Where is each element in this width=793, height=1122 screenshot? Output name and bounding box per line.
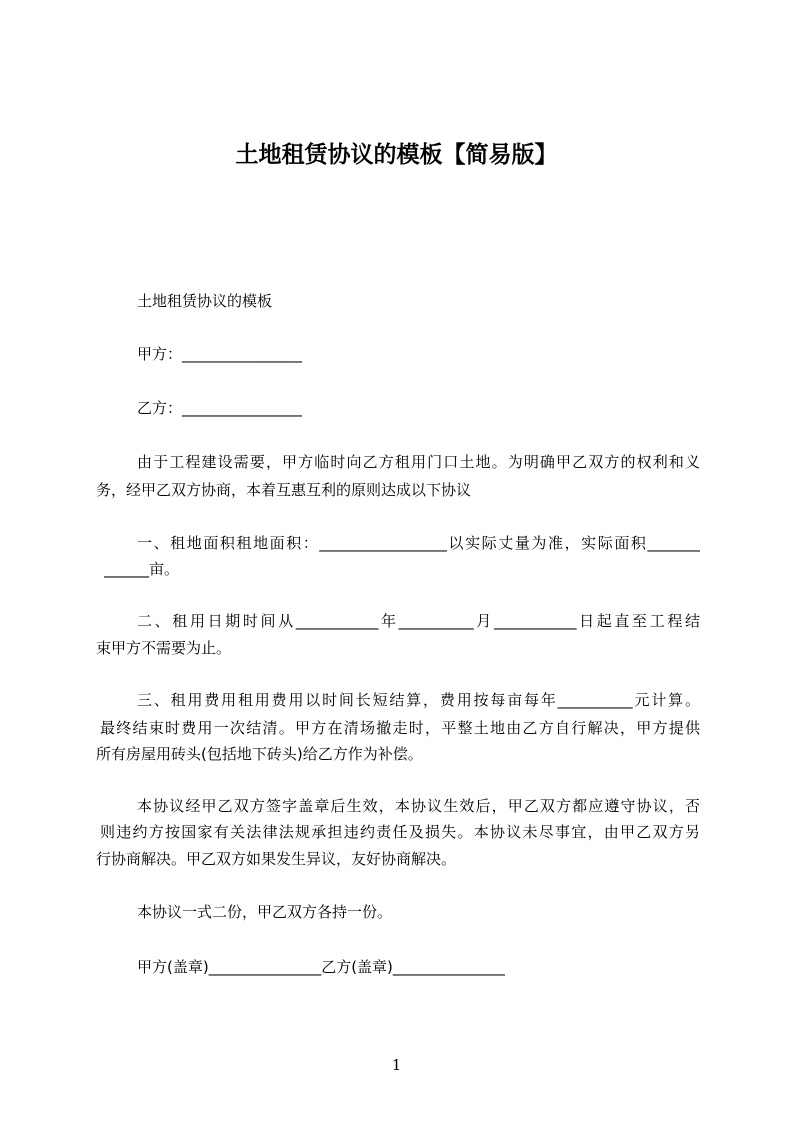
document-title: 土地租赁协议的模板【简易版】 — [235, 142, 558, 168]
signature-line: 甲方(盖章)_______________乙方(盖章)_______________ — [137, 958, 506, 976]
clause1-line-1: 一、租地面积租地面积：_________________以实际丈量为准，实际面积_______ — [137, 534, 700, 552]
clause1-line-2: ______亩。 — [104, 560, 180, 578]
subtitle: 土地租赁协议的模板 — [137, 292, 273, 310]
copies-line: 本协议一式二份，甲乙双方各持一份。 — [137, 903, 393, 921]
page-number: 1 — [391, 1056, 402, 1074]
party-a-line: 甲方：________________ — [137, 345, 303, 363]
clause4-line-3: 行协商解决。甲乙双方如果发生异议，友好协商解决。 — [96, 850, 457, 868]
clause4-line-1: 本协议经甲乙双方签字盖章后生效，本协议生效后，甲乙双方都应遵守协议，否 — [137, 797, 700, 815]
clause4-line-2: 则违约方按国家有关法律法规承担违约责任及损失。本协议未尽事宜，由甲乙双方另 — [100, 823, 700, 841]
clause3-line-2: 最终结束时费用一次结清。甲方在清场撤走时，平整土地由乙方自行解决，甲方提供 — [100, 719, 700, 737]
party-b-line: 乙方：________________ — [137, 399, 303, 417]
intro-line-2: 务，经甲乙双方协商，本着互惠互利的原则达成以下协议 — [96, 481, 472, 499]
clause2-line-1: 二、租用日期时间从___________年__________月___________日起直至工程结 — [137, 612, 700, 630]
intro-line-1: 由于工程建设需要，甲方临时向乙方租用门口土地。为明确甲乙双方的权利和义 — [137, 453, 700, 471]
clause2-line-2: 束甲方不需要为止。 — [96, 639, 232, 657]
clause3-line-3: 所有房屋用砖头(包括地下砖头)给乙方作为补偿。 — [96, 745, 423, 763]
clause3-line-1: 三、租用费用租用费用以时间长短结算，费用按每亩每年__________元计算。 — [137, 691, 700, 709]
